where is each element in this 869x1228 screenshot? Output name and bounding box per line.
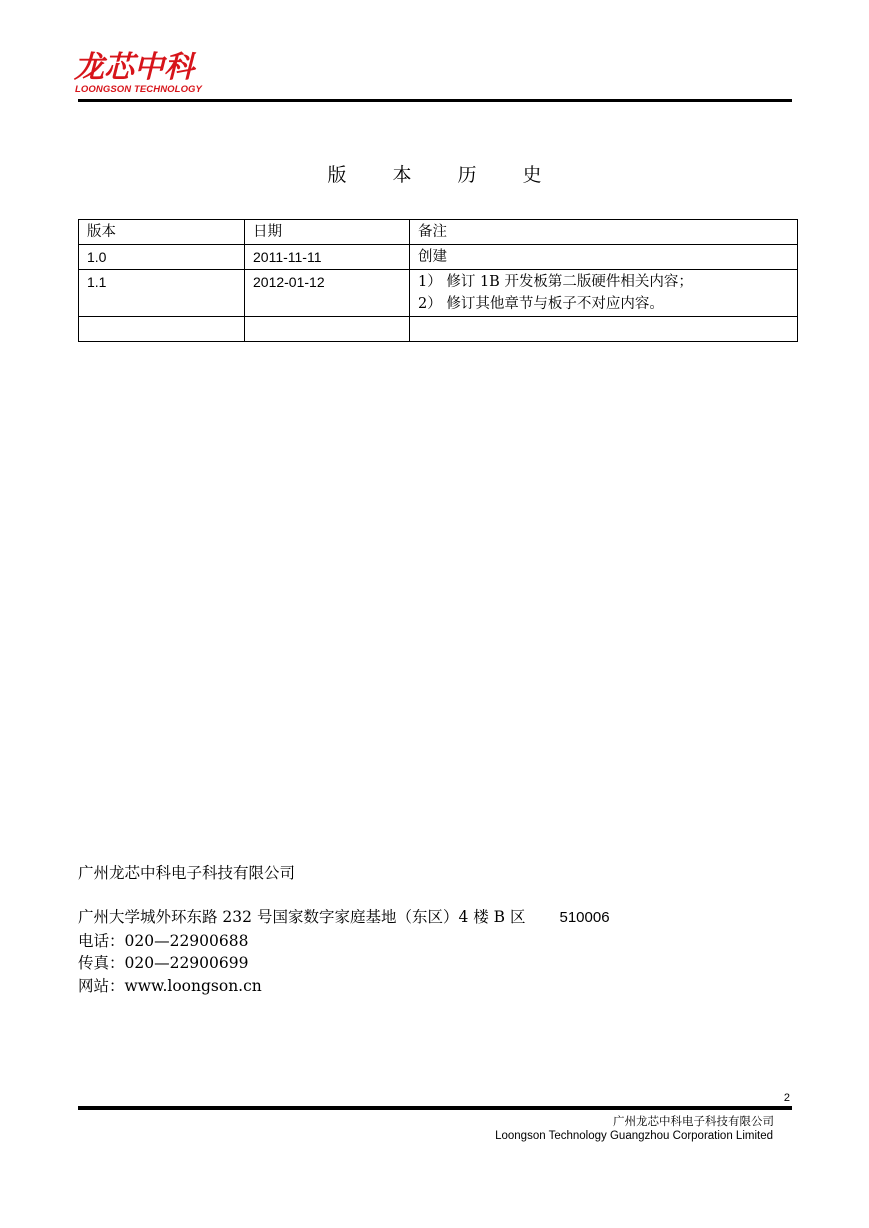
header-notes: 备注	[410, 220, 798, 245]
header-divider	[78, 99, 792, 102]
cell-date: 2012-01-12	[245, 270, 410, 317]
cell-date: 2011-11-11	[245, 245, 410, 270]
header-version: 版本	[79, 220, 245, 245]
table-row	[79, 270, 798, 317]
footer-company-cn: 广州龙芯中科电子科技有限公司	[613, 1114, 774, 1128]
website-line: 网站：www.loongson.cn	[78, 976, 262, 995]
cell-version: 1.0	[79, 245, 245, 270]
logo-english-text: LOONGSON TECHNOLOGY	[75, 84, 202, 95]
contact-info	[78, 906, 610, 997]
fax-line: 传真：020—22900699	[78, 954, 249, 972]
footer-divider	[78, 1106, 792, 1110]
table-row	[79, 245, 798, 270]
address-line	[78, 906, 610, 930]
cell-notes	[410, 317, 798, 342]
header-date: 日期	[245, 220, 410, 245]
address-text: 广州大学城外环东路 232 号国家数字家庭基地（东区）4 楼 B 区	[78, 908, 526, 926]
cell-version	[79, 317, 245, 342]
postcode: 510006	[559, 909, 610, 926]
table-row	[79, 317, 798, 342]
page-title: 版 本 历 史	[327, 164, 562, 186]
company-name: 广州龙芯中科电子科技有限公司	[78, 864, 296, 882]
cell-date	[245, 317, 410, 342]
note-line: 创建	[418, 249, 447, 265]
logo-chinese-text: 龙芯中科	[74, 50, 194, 85]
note-line: 2） 修订其他章节与板子不对应内容。	[418, 296, 664, 312]
page-number: 2	[783, 1092, 790, 1104]
phone-line: 电话：020—22900688	[78, 931, 249, 950]
loongson-logo	[74, 52, 234, 98]
cell-notes	[410, 245, 798, 270]
cell-notes	[410, 270, 798, 317]
table-header-row	[79, 220, 798, 245]
footer-company-en: Loongson Technology Guangzhou Corporation Limited	[495, 1130, 773, 1142]
cell-version: 1.1	[79, 270, 245, 317]
version-history-table	[78, 219, 798, 342]
note-line: 1） 修订 1B 开发板第二版硬件相关内容；	[418, 274, 693, 290]
